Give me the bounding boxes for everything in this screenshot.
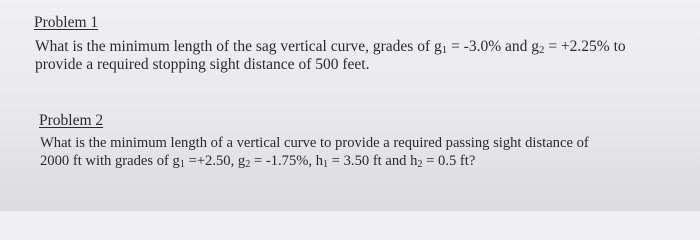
problem-2-line-1: What is the minimum length of a vertical curve to provide a required passing sight distance of xyxy=(40,135,589,151)
problem-2-text-d: = 3.50 ft and h xyxy=(328,153,418,169)
g1-subscript: 1 xyxy=(441,44,448,56)
problem-2-text-b: =+2.50, g xyxy=(184,153,246,169)
problem-1-text-a: What is the minimum length of the sag vertical curve, grades of g xyxy=(35,38,442,55)
problem-2-title: Problem 2 xyxy=(39,112,104,129)
problem-2-text-a: 2000 ft with grades of g xyxy=(40,153,180,169)
problem-2 xyxy=(0,112,700,170)
g2-subscript: 2 xyxy=(539,44,545,56)
problem-1 xyxy=(0,14,700,74)
problem-1-text-c: = +2.25% to xyxy=(544,38,626,55)
problem-1-line-2: provide a required stopping sight distance of 500 feet. xyxy=(35,56,370,73)
h1-subscript: 1 xyxy=(323,159,329,170)
problem-1-text-b: = -3.0% and g xyxy=(447,38,540,55)
h2-subscript: 2 xyxy=(417,159,423,170)
g2-subscript: 2 xyxy=(245,159,251,170)
problem-1-title: Problem 1 xyxy=(34,14,99,31)
problem-2-text-e: = 0.5 ft? xyxy=(422,153,476,169)
g1-subscript: 1 xyxy=(179,159,185,170)
problem-2-line-2 xyxy=(40,152,700,170)
problem-2-text-c: = -1.75%, h xyxy=(250,153,323,169)
problem-1-line-1 xyxy=(35,38,700,56)
